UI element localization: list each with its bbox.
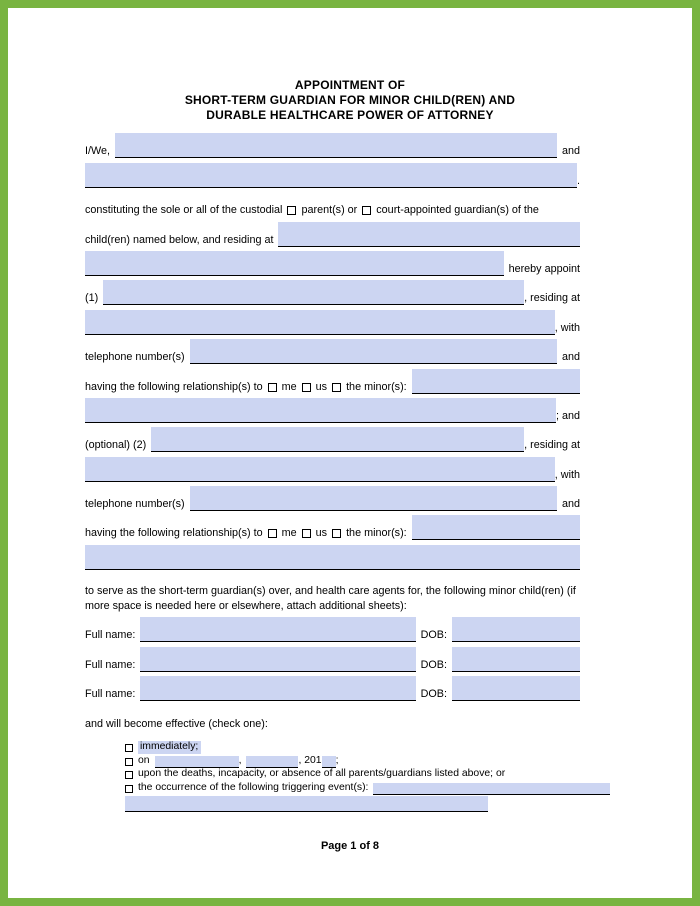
document-title: [8, 78, 692, 123]
guardian2-residing-label: , residing at: [524, 439, 580, 452]
line-guardian1-relationship-continued: [85, 396, 580, 425]
title-line-3: DURABLE HEALTHCARE POWER OF ATTORNEY: [206, 108, 494, 122]
guardian2-address-field[interactable]: [85, 457, 555, 482]
line-residing: [85, 219, 580, 248]
guardian2-me-label: me: [281, 527, 297, 540]
and-label: and: [561, 145, 580, 158]
effective-year-field[interactable]: [322, 756, 336, 768]
effective-date-field-1[interactable]: [155, 756, 239, 768]
child1-fullname-label: Full name:: [85, 629, 136, 642]
on-label: on: [138, 754, 150, 766]
serve-line-1: to serve as the short-term guardian(s) over, and health care agents for, the following minor child(ren) (if: [85, 584, 576, 597]
line-guardian2-phone: [85, 484, 580, 513]
child-row-3: [85, 674, 580, 703]
guardian2-minors-checkbox[interactable]: [332, 529, 341, 538]
guardian1-residing-label: , residing at: [524, 292, 580, 305]
child1-dob-field[interactable]: [452, 617, 580, 642]
year-prefix-label: , 201: [298, 754, 322, 766]
child-row-1: [85, 615, 580, 644]
child-row-2: [85, 644, 580, 673]
triggering-events-field[interactable]: [373, 783, 610, 795]
iwe-names-field[interactable]: [115, 133, 557, 158]
child2-dob-field[interactable]: [452, 647, 580, 672]
residence-field[interactable]: [278, 222, 580, 247]
option-occurrence-continued: [125, 799, 610, 812]
guardian1-minors-checkbox[interactable]: [332, 383, 341, 392]
line-guardian2-relationship-continued: [85, 542, 580, 571]
residing-label: child(ren) named below, and residing at: [85, 233, 274, 246]
triggering-events-field-cont[interactable]: [125, 796, 488, 812]
effective-options: [125, 741, 610, 812]
child2-fullname-label: Full name:: [85, 658, 136, 671]
comma-label: ,: [238, 754, 242, 766]
line-residing-continued: [85, 249, 580, 278]
guardian1-phone-field[interactable]: [190, 339, 557, 364]
guardian1-minors-label: the minor(s):: [346, 380, 407, 393]
child3-dob-field[interactable]: [452, 676, 580, 701]
guardian1-address-field[interactable]: [85, 310, 555, 335]
line-guardian1-address: [85, 307, 580, 336]
child3-name-field[interactable]: [140, 676, 415, 701]
child2-dob-label: DOB:: [420, 658, 447, 671]
option-occurrence: [125, 781, 610, 794]
guardian2-us-checkbox[interactable]: [302, 529, 311, 538]
guardian2-me-checkbox[interactable]: [268, 529, 277, 538]
effective-heading-line: [85, 705, 580, 733]
guardian2-relationship-field[interactable]: [412, 515, 580, 540]
immediately-label: immediately;: [138, 741, 201, 754]
residence-field-cont[interactable]: [85, 251, 504, 276]
period-label: .: [577, 174, 580, 187]
guardian2-phone-field[interactable]: [190, 486, 557, 511]
on-date-checkbox[interactable]: [125, 758, 133, 766]
guardian2-telephone-label: telephone number(s): [85, 498, 185, 511]
upon-deaths-checkbox[interactable]: [125, 771, 133, 779]
occurrence-label: the occurrence of the following triggering event(s):: [138, 781, 369, 793]
guardian2-minors-label: the minor(s):: [346, 527, 407, 540]
court-guardian-checkbox[interactable]: [362, 206, 371, 215]
form-body: [85, 131, 580, 812]
guardian2-with-label: , with: [554, 468, 580, 481]
court-guardian-label: court-appointed guardian(s) of the: [376, 204, 539, 217]
child3-fullname-label: Full name:: [85, 688, 136, 701]
line-constituting: [85, 190, 580, 219]
option-on-date: [125, 754, 610, 767]
line-guardian2-relationship: [85, 513, 580, 542]
upon-deaths-label: upon the deaths, incapacity, or absence of all parents/guardians listed above; or: [138, 768, 506, 780]
option-upon-deaths: [125, 768, 610, 781]
semicolon-label: ;: [335, 754, 339, 766]
guardian1-relationship-label: having the following relationship(s) to: [85, 380, 263, 393]
title-line-2: SHORT-TERM GUARDIAN FOR MINOR CHILD(REN) AND: [184, 93, 516, 107]
guardian1-us-checkbox[interactable]: [302, 383, 311, 392]
serve-paragraph: [85, 584, 580, 615]
parents-checkbox[interactable]: [287, 206, 296, 215]
line-guardian1-name: [85, 278, 580, 307]
guardian1-me-checkbox[interactable]: [268, 383, 277, 392]
line-iwe: [85, 131, 580, 160]
guardian1-end-label: ; and: [555, 409, 580, 422]
line-guardian2-name: [85, 425, 580, 454]
option-immediately: [125, 741, 610, 754]
line-guardian1-phone: [85, 337, 580, 366]
line-iwe-continued: [85, 160, 580, 189]
serve-line-2: more space is needed here or elsewhere, attach additional sheets):: [85, 600, 407, 613]
title-line-1: APPOINTMENT OF: [294, 78, 406, 92]
guardian1-me-label: me: [281, 380, 297, 393]
hereby-appoint-label: hereby appoint: [508, 262, 580, 275]
custodial-label: constituting the sole or all of the custodial: [85, 204, 283, 217]
effective-heading-label: and will become effective (check one):: [85, 718, 268, 731]
line-guardian2-address: [85, 454, 580, 483]
guardian1-relationship-field[interactable]: [412, 369, 580, 394]
guardian2-and-label: and: [561, 498, 580, 511]
iwe-names-field-cont[interactable]: [85, 163, 577, 188]
guardian2-us-label: us: [315, 527, 328, 540]
iwe-label: I/We,: [85, 145, 110, 158]
guardian1-relationship-field-cont[interactable]: [85, 398, 556, 423]
guardian1-us-label: us: [315, 380, 328, 393]
guardian2-relationship-label: having the following relationship(s) to: [85, 527, 263, 540]
child2-name-field[interactable]: [140, 647, 415, 672]
guardian1-telephone-label: telephone number(s): [85, 351, 185, 364]
guardian1-and-label: and: [561, 351, 580, 364]
occurrence-checkbox[interactable]: [125, 785, 133, 793]
parents-label: parent(s) or: [301, 204, 358, 217]
guardian2-number-label: (optional) (2): [85, 439, 147, 452]
guardian1-with-label: , with: [554, 321, 580, 334]
guardian1-number-label: (1): [85, 292, 99, 305]
immediately-checkbox[interactable]: [125, 744, 133, 752]
guardian2-name-field[interactable]: [151, 427, 524, 452]
guardian1-name-field[interactable]: [103, 280, 524, 305]
guardian2-relationship-field-cont[interactable]: [85, 545, 580, 570]
child1-name-field[interactable]: [140, 617, 415, 642]
child3-dob-label: DOB:: [420, 688, 447, 701]
page-number: Page 1 of 8: [320, 840, 380, 852]
effective-date-field-2[interactable]: [246, 756, 298, 768]
child1-dob-label: DOB:: [420, 629, 447, 642]
line-guardian1-relationship: [85, 366, 580, 395]
